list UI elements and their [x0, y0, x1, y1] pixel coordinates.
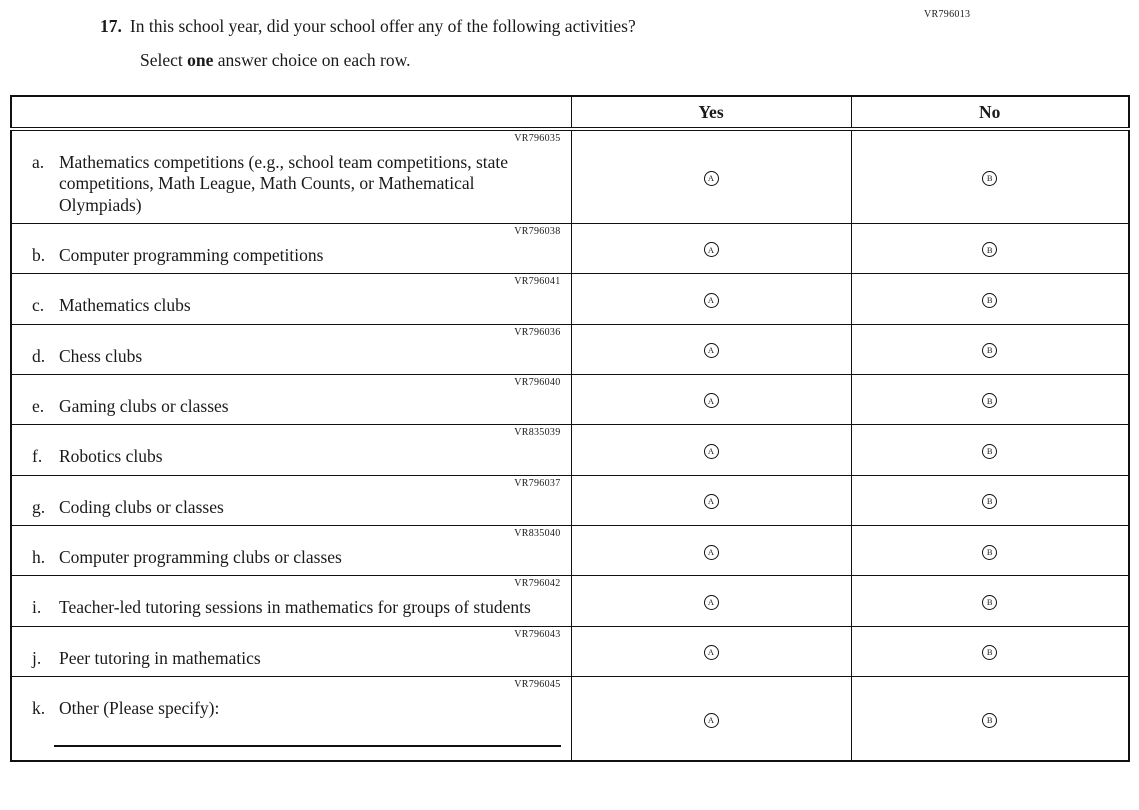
table-row: [11, 375, 1129, 425]
option-bubble-no[interactable]: [982, 171, 997, 186]
table-row: [11, 677, 1129, 762]
option-letter-yes: A: [707, 597, 715, 608]
option-cell-yes: [571, 224, 851, 274]
row-letter: b.: [32, 245, 46, 266]
table-row: [11, 224, 1129, 274]
option-cell-no: [851, 526, 1129, 576]
row-label: Computer programming clubs or classes: [59, 547, 342, 568]
option-letter-yes: A: [707, 446, 715, 457]
option-cell-no: [851, 677, 1129, 762]
header-label-column: [11, 96, 571, 129]
row-label-line: [32, 694, 565, 719]
option-letter-yes: A: [707, 345, 715, 356]
row-label: Robotics clubs: [59, 446, 163, 467]
table-row: [11, 526, 1129, 576]
question-text: In this school year, did your school offer any of the following activities?: [129, 16, 636, 36]
row-label: Mathematics clubs: [59, 295, 191, 316]
row-letter: d.: [32, 345, 46, 366]
row-letter: a.: [32, 152, 45, 172]
option-letter-no: B: [986, 345, 993, 356]
option-cell-yes: [571, 677, 851, 762]
option-bubble-yes[interactable]: [704, 293, 719, 308]
option-bubble-yes[interactable]: [704, 393, 719, 408]
row-label-line: [32, 442, 565, 467]
row-label-cell: [11, 375, 571, 425]
option-cell-yes: [571, 375, 851, 425]
row-letter: k.: [32, 698, 46, 719]
option-bubble-no[interactable]: [982, 545, 997, 560]
row-label-line: [32, 543, 565, 568]
option-cell-no: [851, 626, 1129, 676]
option-bubble-yes[interactable]: [704, 545, 719, 560]
option-bubble-no[interactable]: [982, 595, 997, 610]
row-code: VR796037: [514, 477, 561, 489]
row-code: VR796035: [514, 133, 561, 144]
row-label: Other (Please specify):: [59, 698, 220, 719]
option-bubble-yes[interactable]: [704, 595, 719, 610]
row-label-cell: [11, 526, 571, 576]
row-label-cell: [11, 224, 571, 274]
option-letter-no: B: [986, 496, 993, 507]
option-cell-no: [851, 475, 1129, 525]
row-label-cell: [11, 425, 571, 475]
row-label-cell: [11, 626, 571, 676]
row-label-cell: [11, 475, 571, 525]
option-letter-no: B: [986, 546, 993, 557]
option-cell-no: [851, 375, 1129, 425]
option-letter-yes: A: [707, 546, 715, 557]
row-label-line: [32, 392, 565, 417]
option-cell-yes: [571, 324, 851, 374]
row-label-line: [32, 593, 565, 618]
option-bubble-no[interactable]: [982, 293, 997, 308]
row-label-cell: [11, 677, 571, 762]
option-letter-no: B: [986, 647, 993, 658]
option-bubble-yes[interactable]: [704, 444, 719, 459]
option-cell-no: [851, 324, 1129, 374]
option-cell-yes: [571, 526, 851, 576]
option-letter-no: B: [986, 244, 993, 255]
row-label-cell: [11, 274, 571, 324]
option-bubble-yes[interactable]: [704, 713, 719, 728]
row-label: Mathematics competitions (e.g., school team competitions, state competitions, Math League, Math Counts, or Mathematical Olympiads): [59, 152, 509, 215]
option-bubble-no[interactable]: [982, 494, 997, 509]
option-cell-no: [851, 425, 1129, 475]
option-letter-yes: A: [707, 395, 715, 406]
table-row: [11, 129, 1129, 224]
row-label-line: [32, 291, 565, 316]
activities-table: [10, 95, 1130, 762]
row-code: VR796040: [514, 377, 561, 389]
row-label-cell: [11, 576, 571, 626]
row-code: VR796045: [514, 679, 561, 691]
row-label-line: [32, 241, 565, 266]
row-code: VR796036: [514, 326, 561, 338]
header-no: No: [851, 96, 1129, 129]
header-yes: Yes: [571, 96, 851, 129]
table-row: [11, 425, 1129, 475]
table-row: [11, 626, 1129, 676]
option-bubble-yes[interactable]: [704, 242, 719, 257]
option-bubble-yes[interactable]: [704, 494, 719, 509]
question-instruction: [100, 50, 920, 71]
option-bubble-no[interactable]: [982, 242, 997, 257]
option-bubble-no[interactable]: [982, 713, 997, 728]
table-row: [11, 576, 1129, 626]
option-letter-yes: A: [707, 173, 715, 184]
option-cell-yes: [571, 626, 851, 676]
option-cell-no: [851, 129, 1129, 224]
option-bubble-no[interactable]: [982, 444, 997, 459]
row-code: VR796042: [514, 578, 561, 590]
option-cell-no: [851, 224, 1129, 274]
table-row: [11, 274, 1129, 324]
header-row: [11, 96, 1129, 129]
row-code: VR796041: [514, 276, 561, 288]
option-letter-yes: A: [707, 496, 715, 507]
option-bubble-yes[interactable]: [704, 645, 719, 660]
option-letter-no: B: [986, 714, 993, 725]
question-block: [100, 16, 920, 71]
table-row: [11, 324, 1129, 374]
option-bubble-no[interactable]: [982, 645, 997, 660]
option-cell-yes: [571, 129, 851, 224]
option-cell-yes: [571, 576, 851, 626]
option-letter-yes: A: [707, 295, 715, 306]
row-label: Computer programming competitions: [59, 245, 324, 266]
instruction-bold: one: [187, 50, 214, 70]
option-letter-no: B: [986, 295, 993, 306]
option-bubble-yes[interactable]: [704, 343, 719, 358]
page-form-code: VR796013: [924, 9, 971, 20]
option-letter-no: B: [986, 395, 993, 406]
option-letter-yes: A: [707, 244, 715, 255]
option-cell-yes: [571, 274, 851, 324]
row-label-cell: [11, 324, 571, 374]
option-cell-no: [851, 274, 1129, 324]
row-label-line: [32, 644, 565, 669]
row-label-cell: [11, 129, 571, 224]
option-letter-no: B: [986, 173, 993, 184]
row-label-line: [32, 342, 565, 367]
row-code: VR796038: [514, 226, 561, 238]
option-bubble-no[interactable]: [982, 343, 997, 358]
row-letter: h.: [32, 547, 46, 568]
activities-table-body: [11, 129, 1129, 761]
option-letter-no: B: [986, 597, 993, 608]
row-code: VR796043: [514, 628, 561, 640]
row-code: VR835040: [514, 528, 561, 540]
option-bubble-no[interactable]: [982, 393, 997, 408]
option-bubble-yes[interactable]: [704, 171, 719, 186]
option-cell-no: [851, 576, 1129, 626]
row-letter: c.: [32, 295, 45, 316]
row-letter: g.: [32, 496, 46, 517]
row-letter: e.: [32, 396, 45, 417]
fill-in-line[interactable]: [54, 745, 561, 747]
row-label-line: [32, 148, 565, 216]
row-label: Teacher-led tutoring sessions in mathematics for groups of students: [59, 597, 531, 618]
question-line: [100, 16, 920, 37]
row-letter: f.: [32, 446, 43, 467]
instruction-post: answer choice on each row.: [213, 50, 411, 70]
row-label: Coding clubs or classes: [59, 496, 224, 517]
row-label-line: [32, 493, 565, 518]
option-letter-yes: A: [707, 714, 715, 725]
row-label: Chess clubs: [59, 345, 143, 366]
table-row: [11, 475, 1129, 525]
row-label: Gaming clubs or classes: [59, 396, 229, 417]
instruction-pre: Select: [140, 50, 188, 70]
row-label: Peer tutoring in mathematics: [59, 647, 261, 668]
option-cell-yes: [571, 475, 851, 525]
option-cell-yes: [571, 425, 851, 475]
row-code: VR835039: [514, 427, 561, 439]
question-number: 17.: [100, 16, 122, 36]
option-letter-yes: A: [707, 647, 715, 658]
row-letter: i.: [32, 597, 42, 618]
row-letter: j.: [32, 647, 42, 668]
option-letter-no: B: [986, 446, 993, 457]
